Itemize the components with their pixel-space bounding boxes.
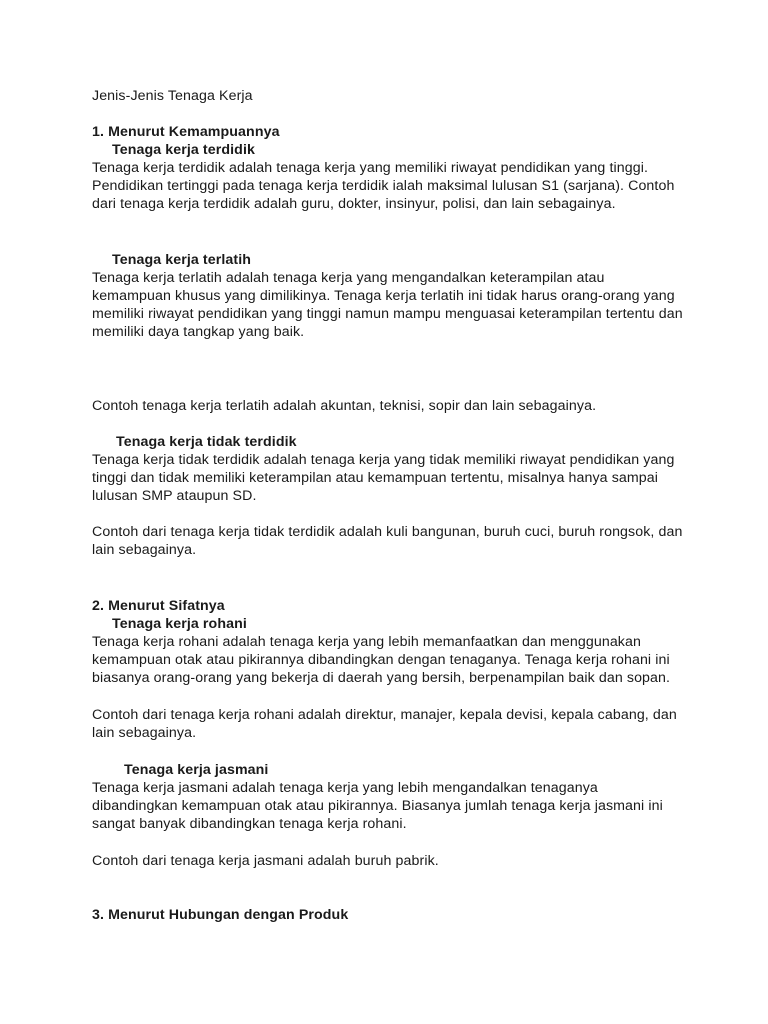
example-terlatih: Contoh tenaga kerja terlatih adalah akuntan, teknisi, sopir dan lain sebagainya. (92, 398, 597, 414)
subheading-terdidik: Tenaga kerja terdidik (112, 142, 255, 158)
section-2-heading: 2. Menurut Sifatnya (92, 598, 225, 614)
paragraph-line: sangat banyak dibandingkan tenaga kerja rohani. (92, 816, 407, 832)
paragraph-line: Tenaga kerja jasmani adalah tenaga kerja yang lebih mengandalkan tenaganya (92, 780, 598, 796)
paragraph-line: lulusan SMP ataupun SD. (92, 488, 257, 504)
document-title: Jenis-Jenis Tenaga Kerja (92, 88, 253, 104)
paragraph-line: memiliki riwayat pendidikan yang tinggi namun mampu menguasai keterampilan tertentu dan (92, 306, 683, 322)
example-tidak-terdidik-line: Contoh dari tenaga kerja tidak terdidik adalah kuli bangunan, buruh cuci, buruh rongsok, dan (92, 524, 683, 540)
paragraph-line: Tenaga kerja terlatih adalah tenaga kerja yang mengandalkan keterampilan atau (92, 270, 605, 286)
paragraph-line: kemampuan otak atau pikirannya dibandingkan dengan tenaganya. Tenaga kerja rohani ini (92, 652, 670, 668)
example-rohani-line: Contoh dari tenaga kerja rohani adalah direktur, manajer, kepala devisi, kepala cabang, dan (92, 707, 677, 723)
paragraph-line: biasanya orang-orang yang bekerja di daerah yang bersih, berpenampilan baik dan sopan. (92, 670, 671, 686)
paragraph-line: dari tenaga kerja terdidik adalah guru, dokter, insinyur, polisi, dan lain sebagainya. (92, 196, 616, 212)
paragraph-line: Pendidikan tertinggi pada tenaga kerja terdidik ialah maksimal lulusan S1 (sarjana). Contoh (92, 178, 675, 194)
paragraph-line: Tenaga kerja terdidik adalah tenaga kerja yang memiliki riwayat pendidikan yang tinggi. (92, 160, 649, 176)
paragraph-line: memiliki daya tangkap yang baik. (92, 324, 305, 340)
paragraph-line: tinggi dan tidak memiliki keterampilan atau kemampuan tertentu, misalnya hanya sampai (92, 470, 659, 486)
paragraph-line: kemampuan khusus yang dimilikinya. Tenaga kerja terlatih ini tidak harus orang-orang yang (92, 288, 675, 304)
example-tidak-terdidik-line: lain sebagainya. (92, 542, 197, 558)
example-rohani-line: lain sebagainya. (92, 725, 197, 741)
paragraph-line: dibandingkan kemampuan otak atau pikirannya. Biasanya jumlah tenaga kerja jasmani ini (92, 798, 663, 814)
section-1-heading: 1. Menurut Kemampuannya (92, 124, 280, 140)
paragraph-line: Tenaga kerja rohani adalah tenaga kerja yang lebih memanfaatkan dan menggunakan (92, 634, 641, 650)
subheading-tidak-terdidik: Tenaga kerja tidak terdidik (116, 434, 297, 450)
subheading-rohani: Tenaga kerja rohani (112, 616, 247, 632)
subheading-jasmani: Tenaga kerja jasmani (124, 762, 269, 778)
example-jasmani: Contoh dari tenaga kerja jasmani adalah buruh pabrik. (92, 853, 439, 869)
subheading-terlatih: Tenaga kerja terlatih (112, 252, 252, 268)
section-3-heading: 3. Menurut Hubungan dengan Produk (92, 907, 349, 923)
paragraph-line: Tenaga kerja tidak terdidik adalah tenaga kerja yang tidak memiliki riwayat pendidikan yang (92, 452, 675, 468)
